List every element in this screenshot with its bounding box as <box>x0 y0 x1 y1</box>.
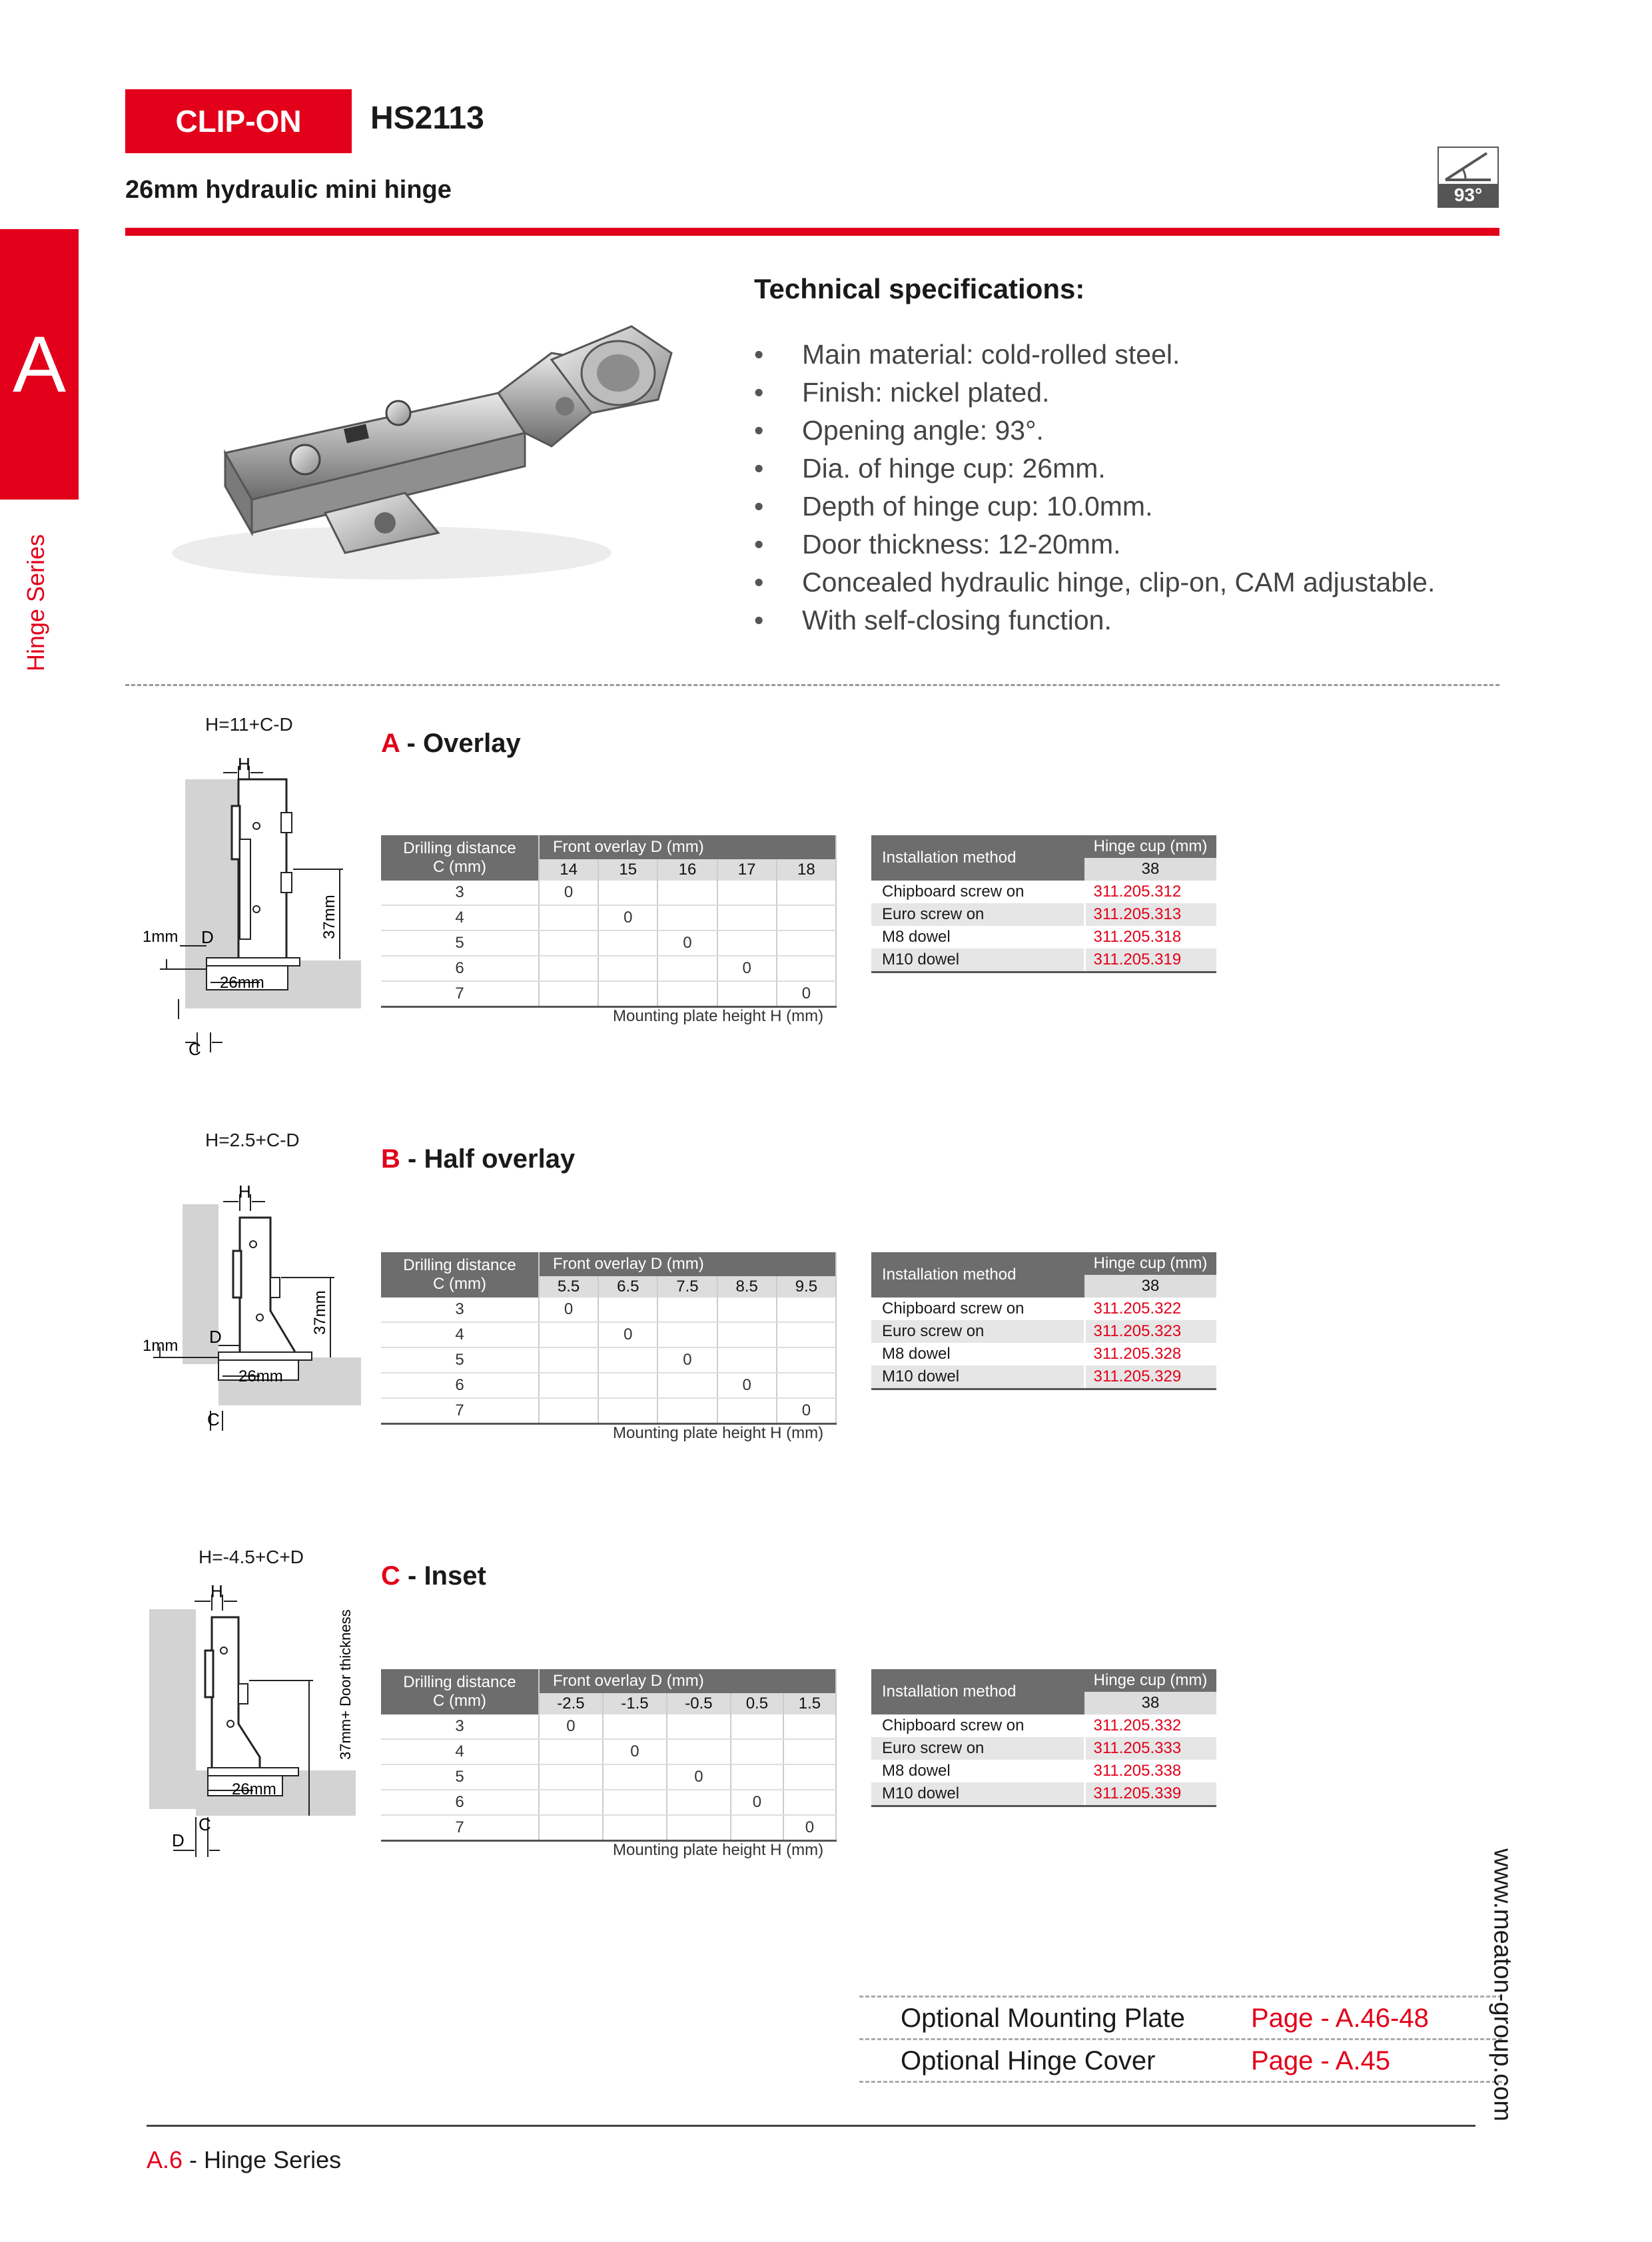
table-row <box>381 905 836 931</box>
cup-head: Hinge cup (mm) <box>1084 835 1216 858</box>
overlay-col: -2.5 <box>539 1693 603 1714</box>
h-cell: 0 <box>777 981 836 1007</box>
install-row <box>871 1760 1216 1782</box>
dim-d: D <box>172 1830 185 1850</box>
h-cell <box>657 1322 717 1347</box>
h-cell <box>717 1347 777 1373</box>
section-name: - Overlay <box>399 729 521 758</box>
cup-size: 38 <box>1084 1275 1216 1298</box>
h-cell <box>717 1298 777 1322</box>
table-row <box>381 1322 836 1347</box>
h-cell <box>539 931 598 956</box>
install-row <box>871 926 1216 948</box>
article-code: 311.205.312 <box>1084 881 1216 903</box>
spec-text: Main material: cold-rolled steel. <box>802 339 1180 370</box>
formula-inset: H=-4.5+C+D <box>199 1547 304 1567</box>
chapter-tab <box>0 229 79 500</box>
article-code: 311.205.322 <box>1084 1298 1216 1320</box>
table-row <box>381 1298 836 1322</box>
overlay-head: Front overlay D (mm) <box>539 1252 836 1276</box>
dim-37mm: 37mm <box>320 895 338 939</box>
drill-c: 3 <box>381 1298 539 1322</box>
spec-item <box>754 601 1435 639</box>
article-code: 311.205.318 <box>1084 926 1216 948</box>
h-cell <box>539 981 598 1007</box>
h-cell <box>777 881 836 905</box>
install-row <box>871 1714 1216 1737</box>
reference-divider <box>859 2081 1502 2083</box>
install-method: Euro screw on <box>871 1320 1084 1343</box>
h-cell <box>777 1347 836 1373</box>
section-divider <box>125 684 1499 686</box>
opening-angle-value: 93° <box>1439 184 1497 206</box>
overlay-col: 16 <box>657 859 717 881</box>
h-cell <box>539 1322 598 1347</box>
h-cell <box>598 1398 657 1424</box>
specs-list <box>754 336 1435 639</box>
h-cell <box>667 1739 731 1764</box>
install-head: Installation method <box>871 1669 1084 1714</box>
bullet: • <box>754 529 764 560</box>
h-cell <box>657 881 717 905</box>
h-cell: 0 <box>539 1714 603 1739</box>
h-cell <box>777 1322 836 1347</box>
h-cell <box>603 1815 667 1841</box>
half-overlay-diagram <box>140 1158 366 1437</box>
drill-c: 3 <box>381 1714 539 1739</box>
page-number: A.6 <box>147 2146 183 2173</box>
table-row <box>381 881 836 905</box>
overlay-col: -0.5 <box>667 1693 731 1714</box>
article-code: 311.205.333 <box>1084 1737 1216 1760</box>
dim-26mm: 26mm <box>238 1367 283 1385</box>
dim-37mm: 37mm <box>311 1290 329 1335</box>
reference-divider <box>859 1996 1502 1998</box>
drill-c: 4 <box>381 905 539 931</box>
specs-title: Technical specifications: <box>754 273 1085 304</box>
mounting-note: Mounting plate height H (mm) <box>613 1007 824 1025</box>
table-row <box>381 956 836 981</box>
angle-glyph <box>1439 148 1497 185</box>
article-code: 311.205.323 <box>1084 1320 1216 1343</box>
dim-37mm-door: 37mm+ Door thickness <box>337 1609 354 1760</box>
h-cell: 0 <box>667 1764 731 1790</box>
h-cell: 0 <box>717 956 777 981</box>
h-cell <box>717 981 777 1007</box>
clip-on-badge <box>125 89 352 153</box>
clip-on-label: CLIP-ON <box>175 104 302 139</box>
spec-item <box>754 563 1435 601</box>
website[interactable] <box>1482 1848 1522 2121</box>
hinge-product-image <box>125 280 725 653</box>
install-method: M10 dowel <box>871 948 1084 972</box>
h-cell: 0 <box>657 931 717 956</box>
bullet: • <box>754 415 764 446</box>
spec-text: Finish: nickel plated. <box>802 377 1050 408</box>
h-cell <box>598 956 657 981</box>
section-letter: A <box>381 729 400 758</box>
h-cell: 0 <box>657 1347 717 1373</box>
table-row <box>381 1790 836 1815</box>
drilling-head: Drilling distance <box>403 1256 516 1274</box>
overlay-col: -1.5 <box>603 1693 667 1714</box>
spec-item <box>754 412 1435 450</box>
h-cell <box>777 905 836 931</box>
h-cell <box>539 1373 598 1398</box>
mounting-note: Mounting plate height H (mm) <box>613 1424 824 1442</box>
h-cell <box>657 956 717 981</box>
h-cell: 0 <box>717 1373 777 1398</box>
h-cell <box>783 1764 836 1790</box>
spec-item <box>754 450 1435 488</box>
drilling-table-inset <box>381 1669 837 1842</box>
h-cell <box>539 1790 603 1815</box>
h-cell <box>667 1815 731 1841</box>
h-cell <box>598 1298 657 1322</box>
dim-26mm: 26mm <box>220 974 264 992</box>
opening-angle-icon <box>1438 147 1499 208</box>
spec-item <box>754 374 1435 412</box>
h-cell <box>603 1714 667 1739</box>
website-text: www.meaton-group.com <box>1488 1848 1517 2121</box>
article-code: 311.205.329 <box>1084 1365 1216 1389</box>
install-method: M10 dowel <box>871 1365 1084 1389</box>
h-cell: 0 <box>598 905 657 931</box>
section-title-half-overlay <box>381 1144 575 1174</box>
chapter-label <box>16 533 56 673</box>
install-head: Installation method <box>871 1252 1084 1298</box>
drilling-sub: C (mm) <box>433 858 486 876</box>
drill-c: 4 <box>381 1322 539 1347</box>
overlay-col: 9.5 <box>777 1276 836 1298</box>
h-cell <box>657 1398 717 1424</box>
cup-head: Hinge cup (mm) <box>1084 1252 1216 1275</box>
table-row <box>381 1739 836 1764</box>
cup-size: 38 <box>1084 858 1216 881</box>
overlay-head: Front overlay D (mm) <box>539 835 836 859</box>
bullet: • <box>754 453 764 484</box>
article-code: 311.205.332 <box>1084 1714 1216 1737</box>
overlay-col: 18 <box>777 859 836 881</box>
h-cell <box>598 1373 657 1398</box>
section-letter: C <box>381 1561 400 1591</box>
spec-text: Concealed hydraulic hinge, clip-on, CAM adjustable. <box>802 567 1436 597</box>
h-cell <box>731 1764 783 1790</box>
section-title-overlay <box>381 729 521 759</box>
header-divider <box>125 228 1499 236</box>
dim-c: C <box>199 1814 211 1834</box>
h-cell <box>777 931 836 956</box>
table-row <box>381 1398 836 1424</box>
h-cell <box>783 1739 836 1764</box>
cup-head: Hinge cup (mm) <box>1084 1669 1216 1692</box>
dim-26mm: 26mm <box>232 1780 276 1798</box>
install-method: Chipboard screw on <box>882 1716 1025 1734</box>
drilling-head: Drilling distance <box>403 1673 516 1691</box>
article-code: 311.205.338 <box>1084 1760 1216 1782</box>
h-cell: 0 <box>539 1298 598 1322</box>
h-cell <box>667 1790 731 1815</box>
install-method: M8 dowel <box>882 928 951 946</box>
install-row <box>871 1737 1216 1760</box>
h-cell <box>717 1322 777 1347</box>
ref-hinge-cover: Optional Hinge Cover <box>901 2046 1156 2075</box>
h-cell: 0 <box>539 881 598 905</box>
install-method: M8 dowel <box>882 1345 951 1363</box>
h-cell <box>603 1764 667 1790</box>
drill-c: 5 <box>381 931 539 956</box>
table-row <box>381 931 836 956</box>
table-row <box>381 981 836 1007</box>
h-cell <box>598 931 657 956</box>
h-cell <box>539 1815 603 1841</box>
install-row <box>871 903 1216 926</box>
section-name: - Inset <box>400 1561 486 1591</box>
h-cell <box>598 881 657 905</box>
spec-item <box>754 526 1435 563</box>
table-row <box>381 1373 836 1398</box>
drilling-sub: C (mm) <box>433 1275 486 1293</box>
ref-hinge-cover-page[interactable]: Page - A.45 <box>1251 2046 1391 2075</box>
ref-mounting-plate: Optional Mounting Plate <box>901 2004 1185 2033</box>
overlay-col: 0.5 <box>731 1693 783 1714</box>
install-method: M10 dowel <box>871 1782 1084 1806</box>
h-cell <box>539 1398 598 1424</box>
install-table-overlay <box>871 835 1216 973</box>
install-row <box>871 881 1216 903</box>
h-cell <box>539 1764 603 1790</box>
install-row <box>871 1782 1216 1806</box>
overlay-col: 17 <box>717 859 777 881</box>
drill-c: 3 <box>381 881 539 905</box>
spec-text: Depth of hinge cup: 10.0mm. <box>802 491 1153 522</box>
dim-1mm: 1mm <box>143 928 179 946</box>
spec-text: With self-closing function. <box>802 605 1112 635</box>
bullet: • <box>754 377 764 408</box>
install-method: M8 dowel <box>882 1762 951 1780</box>
formula-half-overlay: H=2.5+C-D <box>205 1130 300 1150</box>
h-cell <box>539 1347 598 1373</box>
drilling-table-half-overlay <box>381 1252 837 1425</box>
formula-overlay: H=11+C-D <box>205 714 293 735</box>
h-cell: 0 <box>777 1398 836 1424</box>
h-cell <box>731 1739 783 1764</box>
h-cell <box>667 1714 731 1739</box>
install-row <box>871 948 1216 972</box>
install-method: Euro screw on <box>871 903 1084 926</box>
section-letter: B <box>381 1144 400 1174</box>
drill-c: 6 <box>381 1790 539 1815</box>
overlay-diagram <box>140 739 366 1079</box>
h-cell <box>731 1815 783 1841</box>
product-subtitle: 26mm hydraulic mini hinge <box>125 176 452 204</box>
drilling-table-overlay <box>381 835 837 1008</box>
overlay-col: 15 <box>598 859 657 881</box>
article-code: 311.205.313 <box>1084 903 1216 926</box>
footer-section: - Hinge Series <box>183 2146 342 2173</box>
h-cell <box>539 1739 603 1764</box>
spec-text: Dia. of hinge cup: 26mm. <box>802 453 1106 484</box>
drill-c: 6 <box>381 956 539 981</box>
install-table-inset <box>871 1669 1216 1807</box>
drill-c: 4 <box>381 1739 539 1764</box>
drill-c: 5 <box>381 1764 539 1790</box>
overlay-col: 1.5 <box>783 1693 836 1714</box>
overlay-head: Front overlay D (mm) <box>539 1669 836 1693</box>
mounting-note: Mounting plate height H (mm) <box>613 1841 824 1859</box>
reference-divider <box>859 2038 1502 2040</box>
h-cell <box>657 981 717 1007</box>
article-code: 311.205.339 <box>1084 1782 1216 1806</box>
model-number: HS2113 <box>370 101 484 136</box>
h-cell <box>717 881 777 905</box>
drilling-head: Drilling distance <box>403 839 516 857</box>
h-cell <box>731 1714 783 1739</box>
dim-h: H <box>210 1581 223 1601</box>
h-cell <box>777 1298 836 1322</box>
h-cell: 0 <box>783 1815 836 1841</box>
h-cell: 0 <box>603 1739 667 1764</box>
spec-text: Door thickness: 12-20mm. <box>802 529 1121 560</box>
overlay-col: 5.5 <box>539 1276 598 1298</box>
h-cell: 0 <box>731 1790 783 1815</box>
bullet: • <box>754 567 764 597</box>
footer-divider <box>147 2125 1475 2127</box>
overlay-col: 14 <box>539 859 598 881</box>
drill-c: 7 <box>381 981 539 1007</box>
h-cell <box>777 1373 836 1398</box>
dim-c: C <box>207 1409 220 1429</box>
section-title-inset <box>381 1561 486 1591</box>
drill-c: 5 <box>381 1347 539 1373</box>
h-cell <box>717 931 777 956</box>
dim-1mm: 1mm <box>143 1337 179 1355</box>
h-cell <box>657 905 717 931</box>
chapter-letter: A <box>12 320 67 409</box>
page-footer <box>147 2146 341 2174</box>
drill-c: 7 <box>381 1398 539 1424</box>
h-cell <box>539 956 598 981</box>
section-name: - Half overlay <box>400 1144 576 1174</box>
table-row <box>381 1714 836 1739</box>
drill-c: 7 <box>381 1815 539 1841</box>
h-cell <box>783 1714 836 1739</box>
overlay-col: 7.5 <box>657 1276 717 1298</box>
install-method: Chipboard screw on <box>882 1300 1025 1317</box>
spec-item <box>754 488 1435 526</box>
table-row <box>381 1764 836 1790</box>
table-row <box>381 1815 836 1841</box>
h-cell <box>657 1298 717 1322</box>
install-table-half-overlay <box>871 1252 1216 1390</box>
h-cell <box>598 1347 657 1373</box>
install-head: Installation method <box>871 835 1084 881</box>
overlay-col: 8.5 <box>717 1276 777 1298</box>
install-method: Euro screw on <box>871 1737 1084 1760</box>
inset-diagram <box>133 1577 360 1870</box>
h-cell <box>657 1373 717 1398</box>
h-cell <box>783 1790 836 1815</box>
install-row <box>871 1343 1216 1365</box>
h-cell <box>598 981 657 1007</box>
spec-item <box>754 336 1435 374</box>
bullet: • <box>754 339 764 370</box>
drill-c: 6 <box>381 1373 539 1398</box>
install-row <box>871 1298 1216 1320</box>
dim-h: H <box>238 754 250 774</box>
h-cell <box>603 1790 667 1815</box>
dim-c: C <box>189 1039 201 1059</box>
chapter-label-text: Hinge Series <box>22 534 49 672</box>
drilling-sub: C (mm) <box>433 1692 486 1710</box>
h-cell <box>539 905 598 931</box>
spec-text: Opening angle: 93°. <box>802 415 1044 446</box>
cup-size: 38 <box>1084 1692 1216 1714</box>
install-row <box>871 1365 1216 1389</box>
dim-d: D <box>201 927 214 947</box>
bullet: • <box>754 605 764 635</box>
h-cell: 0 <box>598 1322 657 1347</box>
overlay-col: 6.5 <box>598 1276 657 1298</box>
article-code: 311.205.319 <box>1084 948 1216 972</box>
article-code: 311.205.328 <box>1084 1343 1216 1365</box>
ref-mounting-plate-page[interactable]: Page - A.46-48 <box>1251 2004 1429 2033</box>
h-cell <box>717 1398 777 1424</box>
h-cell <box>777 956 836 981</box>
bullet: • <box>754 491 764 522</box>
h-cell <box>717 905 777 931</box>
dim-h: H <box>238 1182 251 1202</box>
install-row <box>871 1320 1216 1343</box>
dim-d: D <box>209 1327 222 1347</box>
table-row <box>381 1347 836 1373</box>
install-method: Chipboard screw on <box>882 883 1025 901</box>
